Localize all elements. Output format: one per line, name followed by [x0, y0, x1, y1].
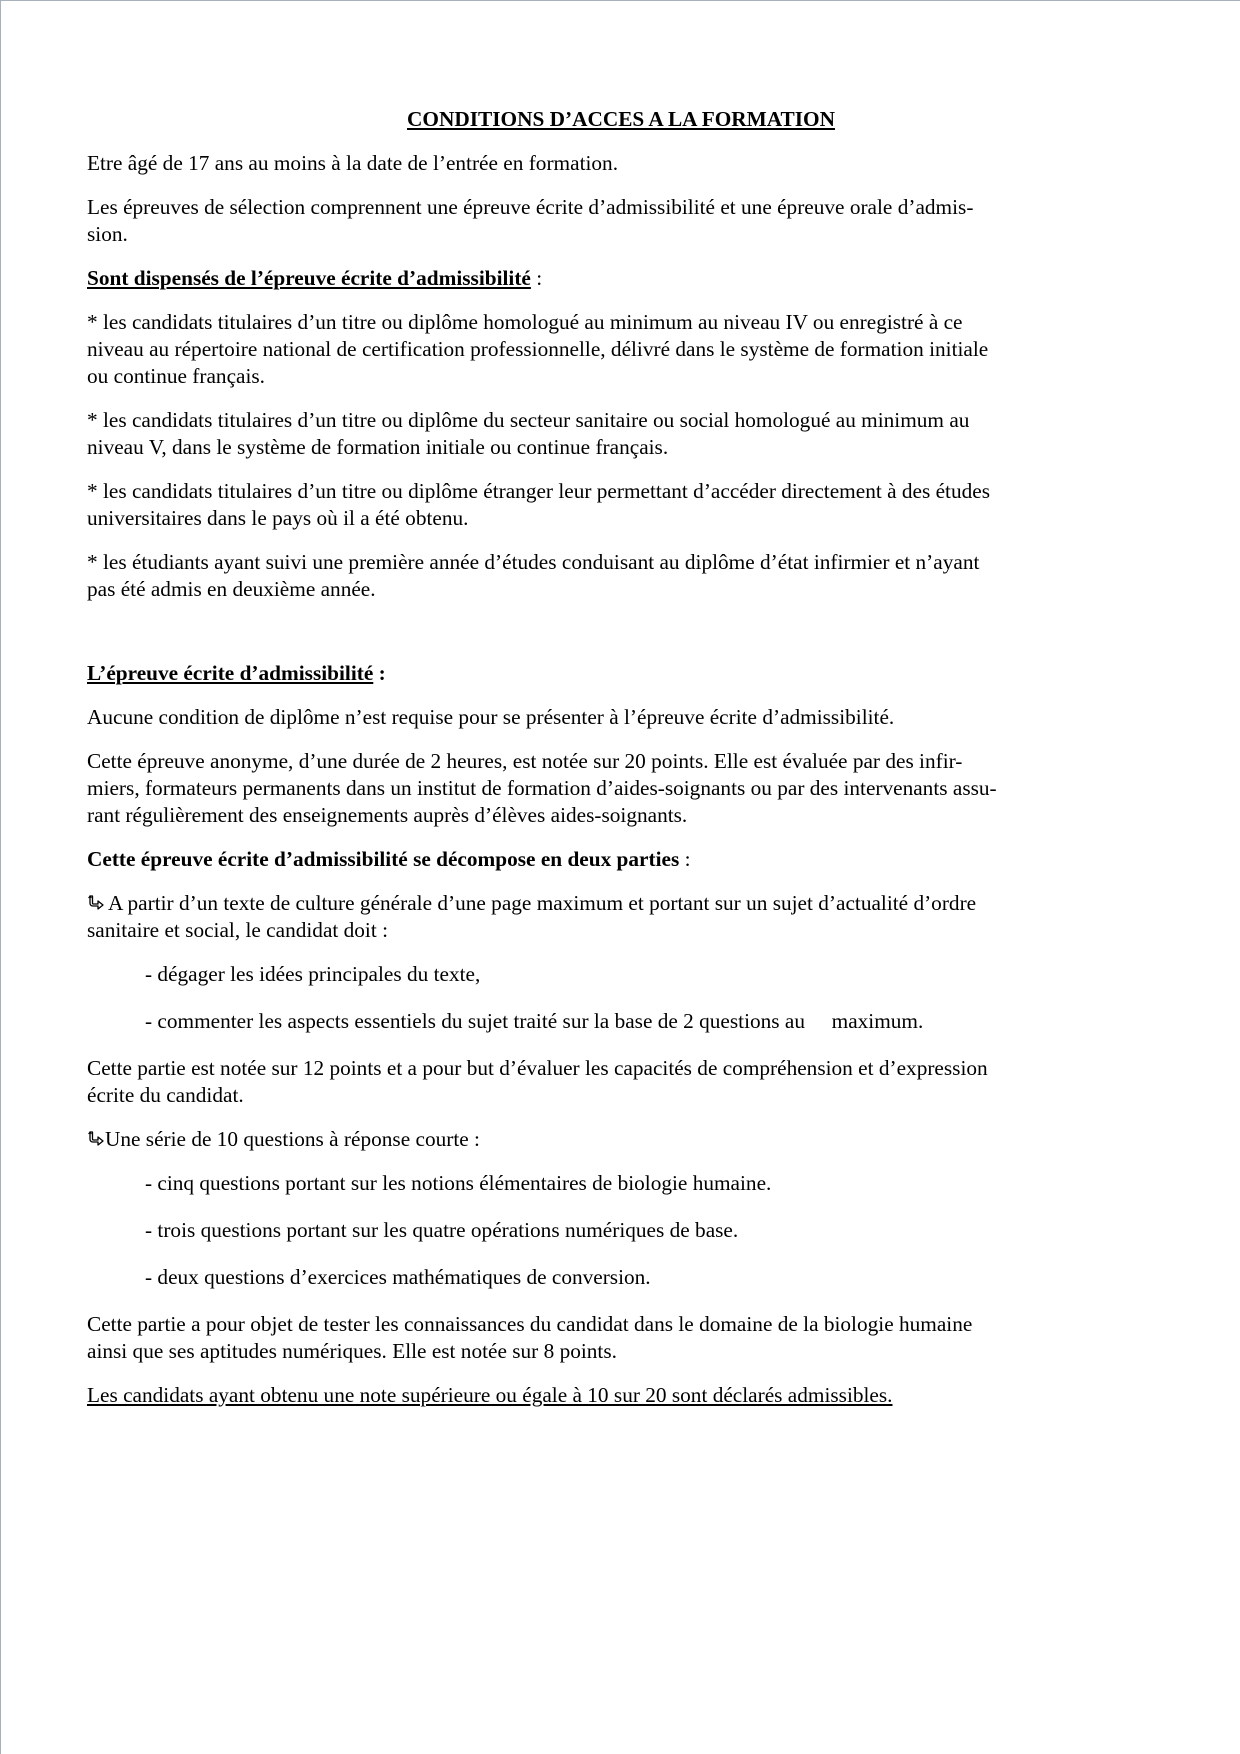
exemption-item: * les candidats titulaires d’un titre ou diplôme étranger leur permettant d’accéder directement à des études universitaires dans le pays où il a été obtenu.	[87, 479, 990, 530]
parts-heading: Cette épreuve écrite d’admissibilité se décompose en deux parties :	[87, 847, 691, 871]
part1-list-item: - dégager les idées principales du texte,	[145, 962, 481, 986]
part1-intro: A partir d’un texte de culture générale d’une page maximum et portant sur un sujet d’actualité d’ordre sanitaire et social, le candidat doit :	[87, 891, 977, 942]
pointing-arrow-icon	[87, 1130, 105, 1148]
document-content	[87, 106, 1147, 1426]
no-diploma-paragraph: Aucune condition de diplôme n’est requise pour se présenter à l’épreuve écrite d’admissibilité.	[87, 705, 895, 729]
part2-grading: Cette partie a pour objet de tester les connaissances du candidat dans le domaine de la biologie humaine ainsi que ses aptitudes numériques. Elle est notée sur 8 points.	[87, 1312, 973, 1363]
pointing-arrow-icon	[87, 894, 105, 912]
age-requirement: Etre âgé de 17 ans au moins à la date de l’entrée en formation.	[87, 151, 619, 175]
part1-list-item: - commenter les aspects essentiels du sujet traité sur la base de 2 questions au maximum.	[145, 1009, 924, 1033]
part2-list-item: - deux questions d’exercices mathématiques de conversion.	[145, 1265, 651, 1289]
exemption-item: * les candidats titulaires d’un titre ou diplôme homologué au minimum au niveau IV ou enregistré à ce niveau au répertoire national de certification professionnelle, délivré dans le système de formation initiale ou continue français.	[87, 310, 989, 388]
page-title: CONDITIONS D’ACCES A LA FORMATION	[407, 107, 835, 131]
written-test-heading: L’épreuve écrite d’admissibilité :	[87, 661, 386, 685]
exemption-item: * les étudiants ayant suivi une première année d’études conduisant au diplôme d’état infirmier et n’ayant pas été admis en deuxième année.	[87, 550, 980, 601]
section-spacer	[87, 620, 1147, 660]
exemption-item: * les candidats titulaires d’un titre ou diplôme du secteur sanitaire ou social homologué au minimum au niveau V, dans le système de formation initiale ou continue français.	[87, 408, 970, 459]
admissibility-conclusion: Les candidats ayant obtenu une note supérieure ou égale à 10 sur 20 sont déclarés admissibles.	[87, 1383, 893, 1407]
test-description: Cette épreuve anonyme, d’une durée de 2 heures, est notée sur 20 points. Elle est évaluée par des infir- miers, formateurs permanents dans un institut de formation d’aides-soignants ou par des intervenants assu- rant régulièrement des enseignements auprès d’élèves aides-soignants.	[87, 749, 997, 827]
exemptions-heading: Sont dispensés de l’épreuve écrite d’admissibilité :	[87, 266, 543, 290]
selection-tests-paragraph: Les épreuves de sélection comprennent une épreuve écrite d’admissibilité et une épreuve orale d’admis- sion.	[87, 195, 974, 246]
part2-list-item: - trois questions portant sur les quatre opérations numériques de base.	[145, 1218, 739, 1242]
part1-grading: Cette partie est notée sur 12 points et a pour but d’évaluer les capacités de compréhension et d’expression écrite du candidat.	[87, 1056, 988, 1107]
part2-intro: Une série de 10 questions à réponse courte :	[87, 1126, 1147, 1153]
part2-list-item: - cinq questions portant sur les notions élémentaires de biologie humaine.	[145, 1171, 772, 1195]
